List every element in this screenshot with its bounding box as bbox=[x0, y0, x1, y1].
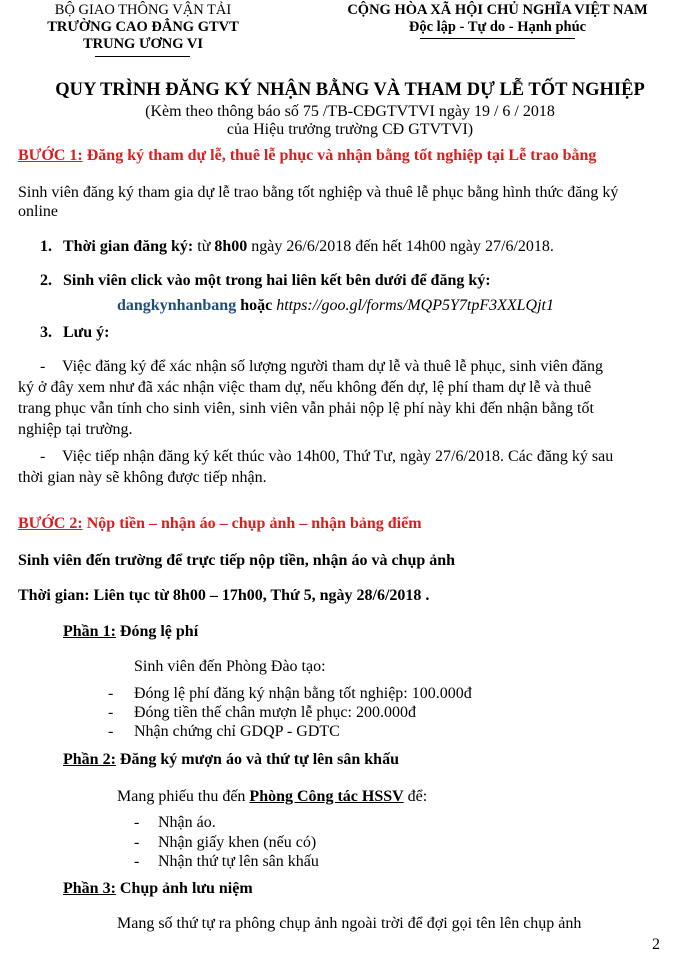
part2-bullet-3: - bbox=[134, 853, 140, 870]
step2-label: BƯỚC 2: bbox=[18, 515, 83, 532]
item1-time: 8h00 bbox=[214, 238, 248, 255]
part3-title: Chụp ảnh lưu niệm bbox=[115, 880, 253, 897]
item1-from: từ bbox=[193, 238, 215, 255]
part1-intro: Sinh viên đến Phòng Đào tạo: bbox=[134, 658, 326, 675]
item2-text: Sinh viên click vào một trong hai liên kết bên dưới để đăng ký: bbox=[63, 272, 491, 289]
part1-label: Phần 1: bbox=[63, 623, 116, 640]
item1-text bbox=[63, 238, 554, 256]
registration-links bbox=[117, 297, 554, 315]
step1-intro-line2: online bbox=[18, 203, 58, 220]
document-title: QUY TRÌNH ĐĂNG KÝ NHẬN BẰNG VÀ THAM DỰ LỄ TỐT NGHIỆP bbox=[55, 80, 645, 100]
part2-heading bbox=[63, 751, 399, 769]
note2-line1: Việc tiếp nhận đăng ký kết thúc vào 14h00, Thứ Tư, ngày 27/6/2018. Các đăng ký sau bbox=[62, 448, 614, 465]
header-left-rule bbox=[95, 56, 190, 57]
item3-text: Lưu ý: bbox=[63, 324, 110, 341]
item3-number: 3. bbox=[40, 324, 52, 341]
note2-dash: - bbox=[40, 448, 46, 465]
part2-title: Đăng ký mượn áo và thứ tự lên sân khấu bbox=[115, 751, 399, 768]
part1-bullet-3: - bbox=[108, 723, 114, 740]
national-motto: Độc lập - Tự do - Hạnh phúc bbox=[408, 19, 587, 35]
part3-heading bbox=[63, 880, 253, 898]
note1-line1: Việc đăng ký để xác nhận số lượng người tham dự lễ và thuê lễ phục, sinh viên đăng bbox=[62, 358, 603, 375]
part2-item-2: Nhận giấy khen (nếu có) bbox=[158, 834, 317, 851]
link-separator: hoặc bbox=[236, 297, 277, 314]
part1-bullet-2: - bbox=[108, 704, 114, 721]
student-affairs-office: Phòng Công tác HSSV bbox=[249, 788, 404, 805]
part2-bullet-2: - bbox=[134, 834, 140, 851]
part2-intro-suffix: để: bbox=[403, 788, 428, 805]
document-subtitle-line2: của Hiệu trưởng trường CĐ GTVTVI) bbox=[226, 121, 474, 138]
item1-number: 1. bbox=[40, 238, 52, 255]
part3-text: Mang số thứ tự ra phông chụp ảnh ngoài trời để đợi gọi tên lên chụp ảnh bbox=[117, 915, 582, 932]
ministry-name: BỘ GIAO THÔNG VẬN TẢI bbox=[54, 2, 232, 18]
school-name: TRƯỜNG CAO ĐẲNG GTVT bbox=[47, 19, 239, 35]
step1-intro-line1: Sinh viên đăng ký tham gia dự lễ trao bằng tốt nghiệp và thuê lễ phục bằng hình thức đăng ký bbox=[18, 184, 619, 201]
note1-dash: - bbox=[40, 358, 46, 375]
part1-title: Đóng lệ phí bbox=[115, 623, 199, 640]
note2-line2: thời gian này sẽ không được tiếp nhận. bbox=[18, 469, 267, 486]
item1-range: ngày 26/6/2018 đến hết 14h00 ngày 27/6/2018. bbox=[247, 238, 554, 255]
note1-line4: nghiệp tại trường. bbox=[18, 421, 133, 438]
school-region: TRUNG ƯƠNG VI bbox=[82, 36, 204, 52]
registration-link-url[interactable]: https://goo.gl/forms/MQP5Y7tpF3XXLQjt1 bbox=[276, 297, 554, 314]
step2-time: Thời gian: Liên tục từ 8h00 – 17h00, Thứ 5, ngày 28/6/2018 . bbox=[18, 587, 430, 604]
note1-line2: ký ở đây xem như đã xác nhận việc tham dự, nếu không đến dự, lệ phí tham dự lễ và thuê bbox=[18, 379, 592, 396]
page-number: 2 bbox=[652, 936, 660, 953]
step1-heading bbox=[18, 147, 596, 165]
header-right-rule bbox=[420, 38, 575, 39]
part1-item-1: Đóng lệ phí đăng ký nhận bằng tốt nghiệp: 100.000đ bbox=[134, 685, 472, 702]
step2-title: Nộp tiền – nhận áo – chụp ảnh – nhận bảng điểm bbox=[82, 515, 422, 532]
item1-label: Thời gian đăng ký: bbox=[63, 238, 194, 255]
document-subtitle-line1: (Kèm theo thông báo số 75 /TB-CĐGTVTVI ngày 19 / 6 / 2018 bbox=[145, 103, 555, 120]
republic-name: CỘNG HÒA XÃ HỘI CHỦ NGHĨA VIỆT NAM bbox=[347, 2, 648, 18]
part2-intro bbox=[117, 788, 427, 806]
step1-label: BƯỚC 1: bbox=[18, 147, 83, 164]
part1-item-3: Nhận chứng chỉ GDQP - GDTC bbox=[134, 723, 340, 740]
part2-item-1: Nhận áo. bbox=[158, 814, 216, 831]
part2-intro-prefix: Mang phiếu thu đến bbox=[117, 788, 250, 805]
step2-line1: Sinh viên đến trường để trực tiếp nộp tiền, nhận áo và chụp ảnh bbox=[18, 552, 456, 569]
step1-title: Đăng ký tham dự lễ, thuê lễ phục và nhận bằng tốt nghiệp tại Lễ trao bằng bbox=[82, 147, 597, 164]
item2-number: 2. bbox=[40, 272, 52, 289]
part1-item-2: Đóng tiền thế chân mượn lễ phục: 200.000đ bbox=[134, 704, 416, 721]
part2-item-3: Nhận thứ tự lên sân khấu bbox=[158, 853, 319, 870]
note1-line3: trang phục vẫn tính cho sinh viên, sinh viên vẫn phải nộp lệ phí này khi đến nhận bằng tốt bbox=[18, 400, 594, 417]
part3-label: Phần 3: bbox=[63, 880, 116, 897]
part2-label: Phần 2: bbox=[63, 751, 116, 768]
part1-heading bbox=[63, 623, 198, 641]
registration-link-short[interactable]: dangkynhanbang bbox=[117, 297, 237, 314]
step2-heading bbox=[18, 515, 422, 533]
part2-bullet-1: - bbox=[134, 814, 140, 831]
part1-bullet-1: - bbox=[108, 685, 114, 702]
